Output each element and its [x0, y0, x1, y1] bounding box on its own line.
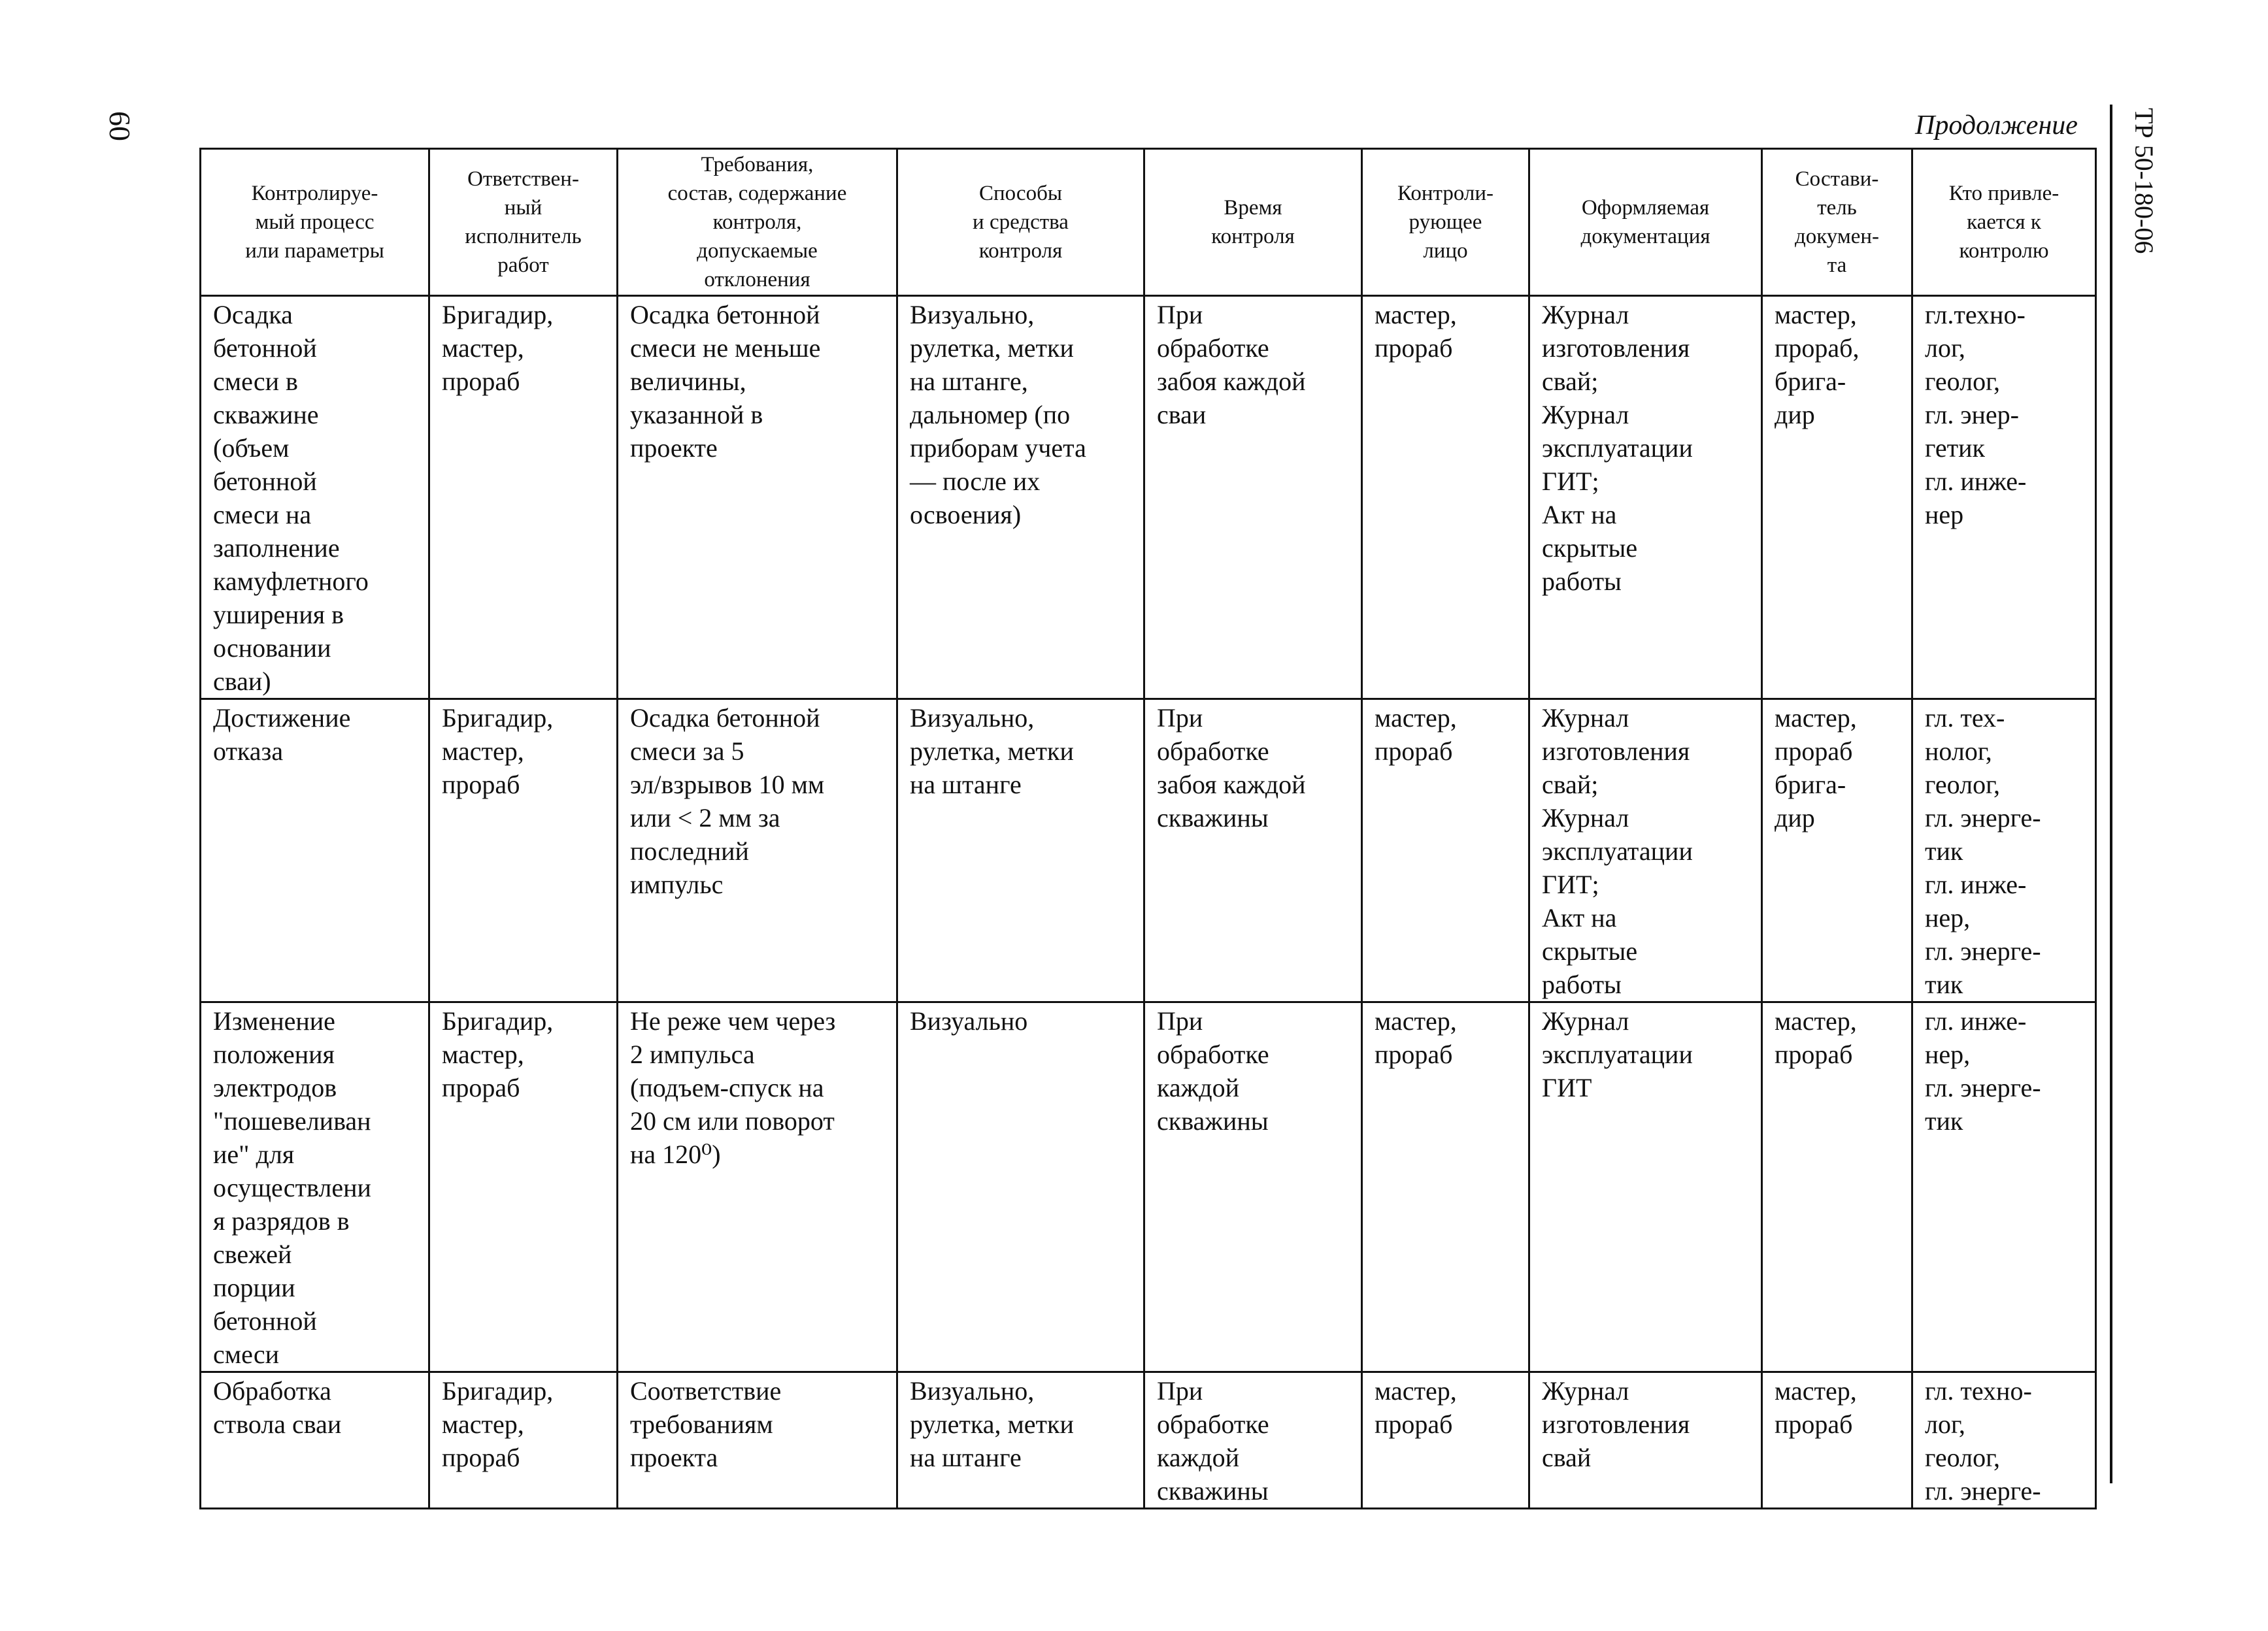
- table-cell: Бригадир, мастер, прораб: [429, 699, 618, 1002]
- header-process: Контролируе- мый процесс или параметры: [201, 149, 429, 296]
- table-cell: При обработке забоя каждой сваи: [1144, 296, 1362, 699]
- table-cell: гл. тех- нолог, геолог, гл. энерге- тик гл. инже- нер, гл. энерге- тик: [1912, 699, 2096, 1002]
- table-cell: Визуально, рулетка, метки на штанге, дальномер (по приборам учета — после их освоения): [897, 296, 1144, 699]
- table-cell: Визуально: [897, 1002, 1144, 1372]
- table-cell: мастер, прораб: [1362, 1002, 1529, 1372]
- control-table: [199, 148, 2097, 1509]
- table-cell: Бригадир, мастер, прораб: [429, 1372, 618, 1509]
- table-row: [201, 1372, 2096, 1509]
- header-controller: Контроли- рующее лицо: [1362, 149, 1529, 296]
- table-cell: мастер, прораб: [1362, 699, 1529, 1002]
- table-row: [201, 699, 2096, 1002]
- table-cell: Изменение положения электродов "пошевеливан ие" для осуществлени я разрядов в свежей порции бетонной смеси: [201, 1002, 429, 1372]
- table-cell: Осадка бетонной смеси за 5 эл/взрывов 10 мм или < 2 мм за последний импульс: [618, 699, 897, 1002]
- table-cell: мастер, прораб: [1762, 1002, 1912, 1372]
- table-cell: Осадка бетонной смеси в скважине (объем бетонной смеси на заполнение камуфлетного уширения в основании сваи): [201, 296, 429, 699]
- header-responsible: Ответствен- ный исполнитель работ: [429, 149, 618, 296]
- document-code: ТР 50-180-06: [2129, 108, 2159, 254]
- table-cell: гл. техно- лог, геолог, гл. энерге-: [1912, 1372, 2096, 1509]
- table-cell: гл. инже- нер, гл. энерге- тик: [1912, 1002, 2096, 1372]
- table-cell: Обработка ствола сваи: [201, 1372, 429, 1509]
- table-cell: мастер, прораб брига- дир: [1762, 699, 1912, 1002]
- header-documentation: Оформляемая документация: [1529, 149, 1762, 296]
- table-cell: Бригадир, мастер, прораб: [429, 296, 618, 699]
- table-cell: мастер, прораб: [1362, 1372, 1529, 1509]
- table-cell: При обработке каждой скважины: [1144, 1372, 1362, 1509]
- table-header-row: [201, 149, 2096, 296]
- header-time: Время контроля: [1144, 149, 1362, 296]
- table-cell: Визуально, рулетка, метки на штанге: [897, 699, 1144, 1002]
- page-number: 60: [103, 111, 137, 141]
- table-cell: Журнал изготовления свай; Журнал эксплуатации ГИТ; Акт на скрытые работы: [1529, 296, 1762, 699]
- table-cell: Журнал эксплуатации ГИТ: [1529, 1002, 1762, 1372]
- header-requirements: Требования, состав, содержание контроля, допускаемые отклонения: [618, 149, 897, 296]
- continuation-label: Продолжение: [1915, 110, 2078, 140]
- header-involved: Кто привле- кается к контролю: [1912, 149, 2096, 296]
- margin-rule: [2110, 105, 2112, 1483]
- table-cell: Не реже чем через 2 импульса (подъем-спуск на 20 см или поворот на 120⁰): [618, 1002, 897, 1372]
- table-cell: мастер, прораб: [1362, 296, 1529, 699]
- table-cell: Визуально, рулетка, метки на штанге: [897, 1372, 1144, 1509]
- header-compiler: Состави- тель докумен- та: [1762, 149, 1912, 296]
- table-cell: При обработке каждой скважины: [1144, 1002, 1362, 1372]
- table-cell: Осадка бетонной смеси не меньше величины, указанной в проекте: [618, 296, 897, 699]
- table-cell: Соответствие требованиям проекта: [618, 1372, 897, 1509]
- table-cell: Журнал изготовления свай; Журнал эксплуатации ГИТ; Акт на скрытые работы: [1529, 699, 1762, 1002]
- table-cell: Достижение отказа: [201, 699, 429, 1002]
- table-row: [201, 1002, 2096, 1372]
- table-cell: При обработке забоя каждой скважины: [1144, 699, 1362, 1002]
- table-cell: мастер, прораб: [1762, 1372, 1912, 1509]
- header-methods: Способы и средства контроля: [897, 149, 1144, 296]
- table-cell: мастер, прораб, брига- дир: [1762, 296, 1912, 699]
- table-cell: Журнал изготовления свай: [1529, 1372, 1762, 1509]
- table-cell: Бригадир, мастер, прораб: [429, 1002, 618, 1372]
- table-row: [201, 296, 2096, 699]
- table-cell: гл.техно- лог, геолог, гл. энер- гетик гл. инже- нер: [1912, 296, 2096, 699]
